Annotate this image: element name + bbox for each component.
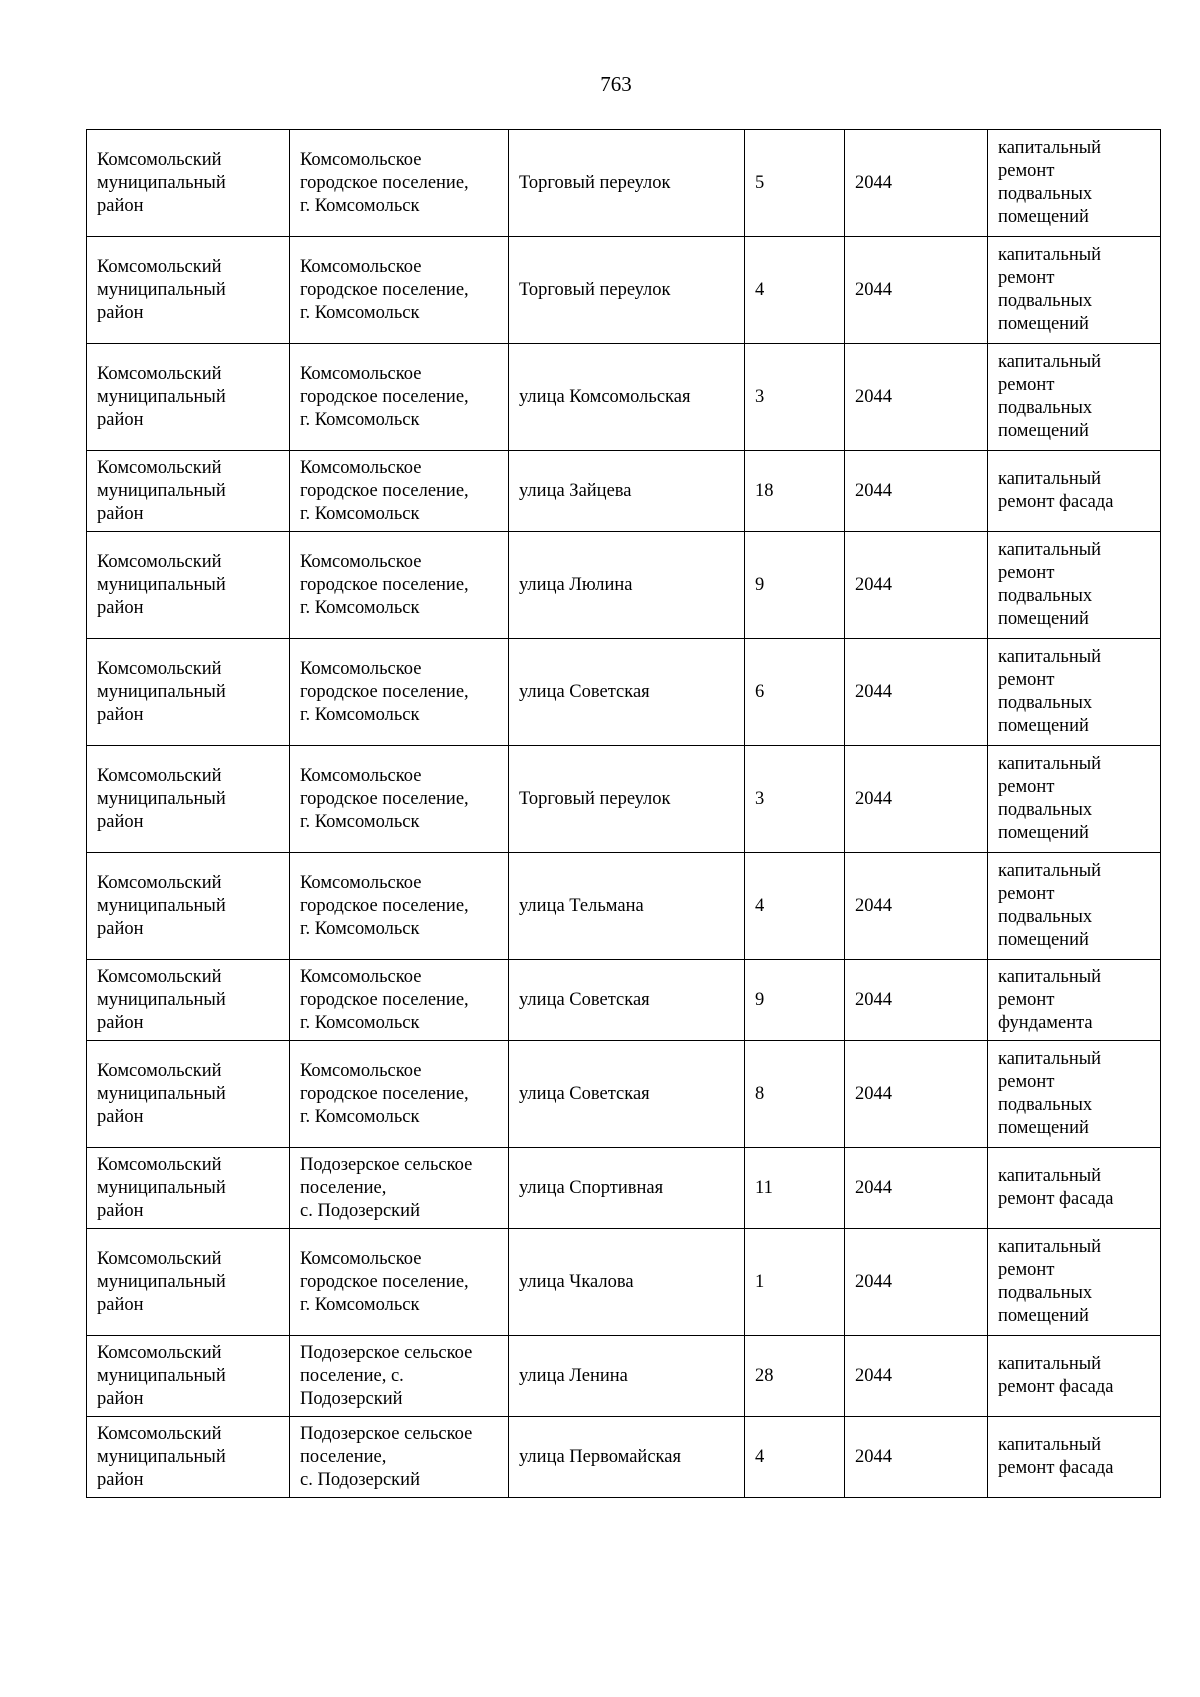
work-type-text: капитальный ремонт подвальных помещений	[998, 647, 1102, 736]
cell-settlement	[290, 1041, 509, 1148]
year-text: 2044	[855, 788, 892, 809]
cell-work	[988, 853, 1161, 960]
cell-settlement	[290, 1229, 509, 1336]
cell-settlement	[290, 1336, 509, 1417]
house-number-text: 4	[755, 895, 765, 916]
cell-street	[509, 1417, 745, 1498]
district-text: Комсомольский муниципальный район	[97, 966, 226, 1033]
work-type-text: капитальный ремонт подвальных помещений	[998, 861, 1102, 950]
cell-district	[87, 639, 290, 746]
cell-year	[845, 532, 988, 639]
cell-district	[87, 237, 290, 344]
cell-work	[988, 344, 1161, 451]
cell-street	[509, 960, 745, 1041]
cell-house	[745, 746, 845, 853]
cell-house	[745, 639, 845, 746]
street-text: Торговый переулок	[519, 172, 671, 193]
settlement-text: Комсомольское городское поселение, г. Комсомольск	[300, 1248, 469, 1315]
district-text: Комсомольский муниципальный район	[97, 1342, 226, 1409]
table-row	[87, 1229, 1161, 1336]
table-row	[87, 344, 1161, 451]
district-text: Комсомольский муниципальный район	[97, 872, 226, 939]
district-text: Комсомольский муниципальный район	[97, 551, 226, 618]
house-number-text: 9	[755, 574, 765, 595]
work-type-text: капитальный ремонт фундамента	[998, 966, 1102, 1033]
cell-district	[87, 451, 290, 532]
table-row	[87, 1336, 1161, 1417]
settlement-text: Комсомольское городское поселение, г. Комсомольск	[300, 551, 469, 618]
cell-street	[509, 1041, 745, 1148]
cell-district	[87, 853, 290, 960]
house-number-text: 6	[755, 681, 765, 702]
street-text: улица Советская	[519, 989, 650, 1010]
settlement-text: Подозерское сельское поселение, с. Подозерский	[300, 1423, 473, 1490]
settlement-text: Подозерское сельское поселение, с. Подозерский	[300, 1342, 473, 1409]
table-row	[87, 451, 1161, 532]
settlement-text: Комсомольское городское поселение, г. Комсомольск	[300, 966, 469, 1033]
street-text: улица Спортивная	[519, 1177, 664, 1198]
settlement-text: Комсомольское городское поселение, г. Комсомольск	[300, 658, 469, 725]
house-number-text: 3	[755, 386, 765, 407]
district-text: Комсомольский муниципальный район	[97, 1154, 226, 1221]
cell-year	[845, 746, 988, 853]
cell-settlement	[290, 960, 509, 1041]
district-text: Комсомольский муниципальный район	[97, 765, 226, 832]
page-number: 763	[600, 72, 632, 96]
cell-district	[87, 1417, 290, 1498]
cell-settlement	[290, 237, 509, 344]
cell-year	[845, 451, 988, 532]
year-text: 2044	[855, 1446, 892, 1467]
year-text: 2044	[855, 1271, 892, 1292]
cell-settlement	[290, 532, 509, 639]
work-type-text: капитальный ремонт подвальных помещений	[998, 245, 1102, 334]
cell-district	[87, 960, 290, 1041]
cell-house	[745, 451, 845, 532]
cell-year	[845, 237, 988, 344]
cell-street	[509, 1336, 745, 1417]
settlement-text: Комсомольское городское поселение, г. Комсомольск	[300, 765, 469, 832]
year-text: 2044	[855, 574, 892, 595]
district-text: Комсомольский муниципальный район	[97, 457, 226, 524]
table-row	[87, 130, 1161, 237]
street-text: Торговый переулок	[519, 279, 671, 300]
district-text: Комсомольский муниципальный район	[97, 1423, 226, 1490]
street-text: улица Зайцева	[519, 480, 632, 501]
year-text: 2044	[855, 386, 892, 407]
cell-house	[745, 960, 845, 1041]
cell-district	[87, 1229, 290, 1336]
cell-house	[745, 1336, 845, 1417]
year-text: 2044	[855, 681, 892, 702]
street-text: улица Советская	[519, 681, 650, 702]
cell-year	[845, 1229, 988, 1336]
table-row	[87, 532, 1161, 639]
cell-settlement	[290, 451, 509, 532]
work-type-text: капитальный ремонт фасада	[998, 469, 1114, 512]
table-row	[87, 237, 1161, 344]
cell-year	[845, 1417, 988, 1498]
cell-house	[745, 1041, 845, 1148]
cell-work	[988, 746, 1161, 853]
cell-house	[745, 1148, 845, 1229]
cell-district	[87, 1041, 290, 1148]
street-text: улица Первомайская	[519, 1446, 681, 1467]
street-text: Торговый переулок	[519, 788, 671, 809]
cell-street	[509, 853, 745, 960]
house-number-text: 3	[755, 788, 765, 809]
cell-house	[745, 532, 845, 639]
house-number-text: 1	[755, 1271, 765, 1292]
district-text: Комсомольский муниципальный район	[97, 658, 226, 725]
cell-settlement	[290, 639, 509, 746]
year-text: 2044	[855, 989, 892, 1010]
work-type-text: капитальный ремонт фасада	[998, 1166, 1114, 1209]
cell-house	[745, 1417, 845, 1498]
cell-settlement	[290, 344, 509, 451]
work-type-text: капитальный ремонт фасада	[998, 1354, 1114, 1397]
table-row	[87, 639, 1161, 746]
street-text: улица Тельмана	[519, 895, 644, 916]
cell-work	[988, 1229, 1161, 1336]
cell-district	[87, 746, 290, 853]
work-type-text: капитальный ремонт фасада	[998, 1435, 1114, 1478]
street-text: улица Люлина	[519, 574, 633, 595]
cell-year	[845, 1336, 988, 1417]
cell-house	[745, 853, 845, 960]
year-text: 2044	[855, 895, 892, 916]
district-text: Комсомольский муниципальный район	[97, 149, 226, 216]
cell-street	[509, 532, 745, 639]
work-type-text: капитальный ремонт подвальных помещений	[998, 1049, 1102, 1138]
cell-year	[845, 1148, 988, 1229]
settlement-text: Комсомольское городское поселение, г. Комсомольск	[300, 872, 469, 939]
table-row	[87, 1417, 1161, 1498]
cell-work	[988, 1041, 1161, 1148]
work-type-text: капитальный ремонт подвальных помещений	[998, 540, 1102, 629]
cell-street	[509, 130, 745, 237]
cell-work	[988, 130, 1161, 237]
house-number-text: 5	[755, 172, 765, 193]
cell-district	[87, 532, 290, 639]
table-row	[87, 1041, 1161, 1148]
settlement-text: Комсомольское городское поселение, г. Комсомольск	[300, 1060, 469, 1127]
cell-street	[509, 746, 745, 853]
house-number-text: 28	[755, 1365, 774, 1386]
cell-settlement	[290, 130, 509, 237]
settlement-text: Комсомольское городское поселение, г. Комсомольск	[300, 457, 469, 524]
cell-street	[509, 451, 745, 532]
district-text: Комсомольский муниципальный район	[97, 1060, 226, 1127]
cell-street	[509, 639, 745, 746]
house-number-text: 8	[755, 1083, 765, 1104]
cell-work	[988, 237, 1161, 344]
cell-year	[845, 853, 988, 960]
cell-year	[845, 344, 988, 451]
district-text: Комсомольский муниципальный район	[97, 1248, 226, 1315]
settlement-text: Комсомольское городское поселение, г. Комсомольск	[300, 149, 469, 216]
house-number-text: 11	[755, 1177, 773, 1198]
district-text: Комсомольский муниципальный район	[97, 256, 226, 323]
cell-work	[988, 960, 1161, 1041]
cell-settlement	[290, 1417, 509, 1498]
cell-settlement	[290, 746, 509, 853]
cell-work	[988, 532, 1161, 639]
cell-house	[745, 130, 845, 237]
table-row	[87, 853, 1161, 960]
cell-settlement	[290, 853, 509, 960]
cell-work	[988, 1148, 1161, 1229]
settlement-text: Комсомольское городское поселение, г. Комсомольск	[300, 363, 469, 430]
cell-year	[845, 960, 988, 1041]
cell-year	[845, 639, 988, 746]
year-text: 2044	[855, 480, 892, 501]
cell-house	[745, 237, 845, 344]
cell-work	[988, 451, 1161, 532]
year-text: 2044	[855, 279, 892, 300]
cell-district	[87, 130, 290, 237]
year-text: 2044	[855, 1177, 892, 1198]
street-text: улица Комсомольская	[519, 386, 691, 407]
table-row	[87, 746, 1161, 853]
cell-street	[509, 1148, 745, 1229]
cell-street	[509, 237, 745, 344]
cell-house	[745, 344, 845, 451]
year-text: 2044	[855, 1083, 892, 1104]
work-type-text: капитальный ремонт подвальных помещений	[998, 1237, 1102, 1326]
cell-settlement	[290, 1148, 509, 1229]
cell-house	[745, 1229, 845, 1336]
settlement-text: Подозерское сельское поселение, с. Подозерский	[300, 1154, 473, 1221]
cell-work	[988, 1336, 1161, 1417]
house-number-text: 4	[755, 279, 765, 300]
district-text: Комсомольский муниципальный район	[97, 363, 226, 430]
street-text: улица Чкалова	[519, 1271, 634, 1292]
street-text: улица Ленина	[519, 1365, 628, 1386]
work-type-text: капитальный ремонт подвальных помещений	[998, 352, 1102, 441]
house-number-text: 18	[755, 480, 774, 501]
settlement-text: Комсомольское городское поселение, г. Комсомольск	[300, 256, 469, 323]
table-row	[87, 1148, 1161, 1229]
cell-street	[509, 1229, 745, 1336]
house-number-text: 4	[755, 1446, 765, 1467]
work-type-text: капитальный ремонт подвальных помещений	[998, 754, 1102, 843]
cell-work	[988, 1417, 1161, 1498]
year-text: 2044	[855, 1365, 892, 1386]
work-type-text: капитальный ремонт подвальных помещений	[998, 138, 1102, 227]
year-text: 2044	[855, 172, 892, 193]
cell-work	[988, 639, 1161, 746]
house-number-text: 9	[755, 989, 765, 1010]
cell-district	[87, 1148, 290, 1229]
cell-year	[845, 130, 988, 237]
cell-street	[509, 344, 745, 451]
cell-year	[845, 1041, 988, 1148]
cell-district	[87, 1336, 290, 1417]
table-body	[87, 130, 1161, 1498]
street-text: улица Советская	[519, 1083, 650, 1104]
cell-district	[87, 344, 290, 451]
repair-schedule-table	[86, 129, 1161, 1498]
table-row	[87, 960, 1161, 1041]
